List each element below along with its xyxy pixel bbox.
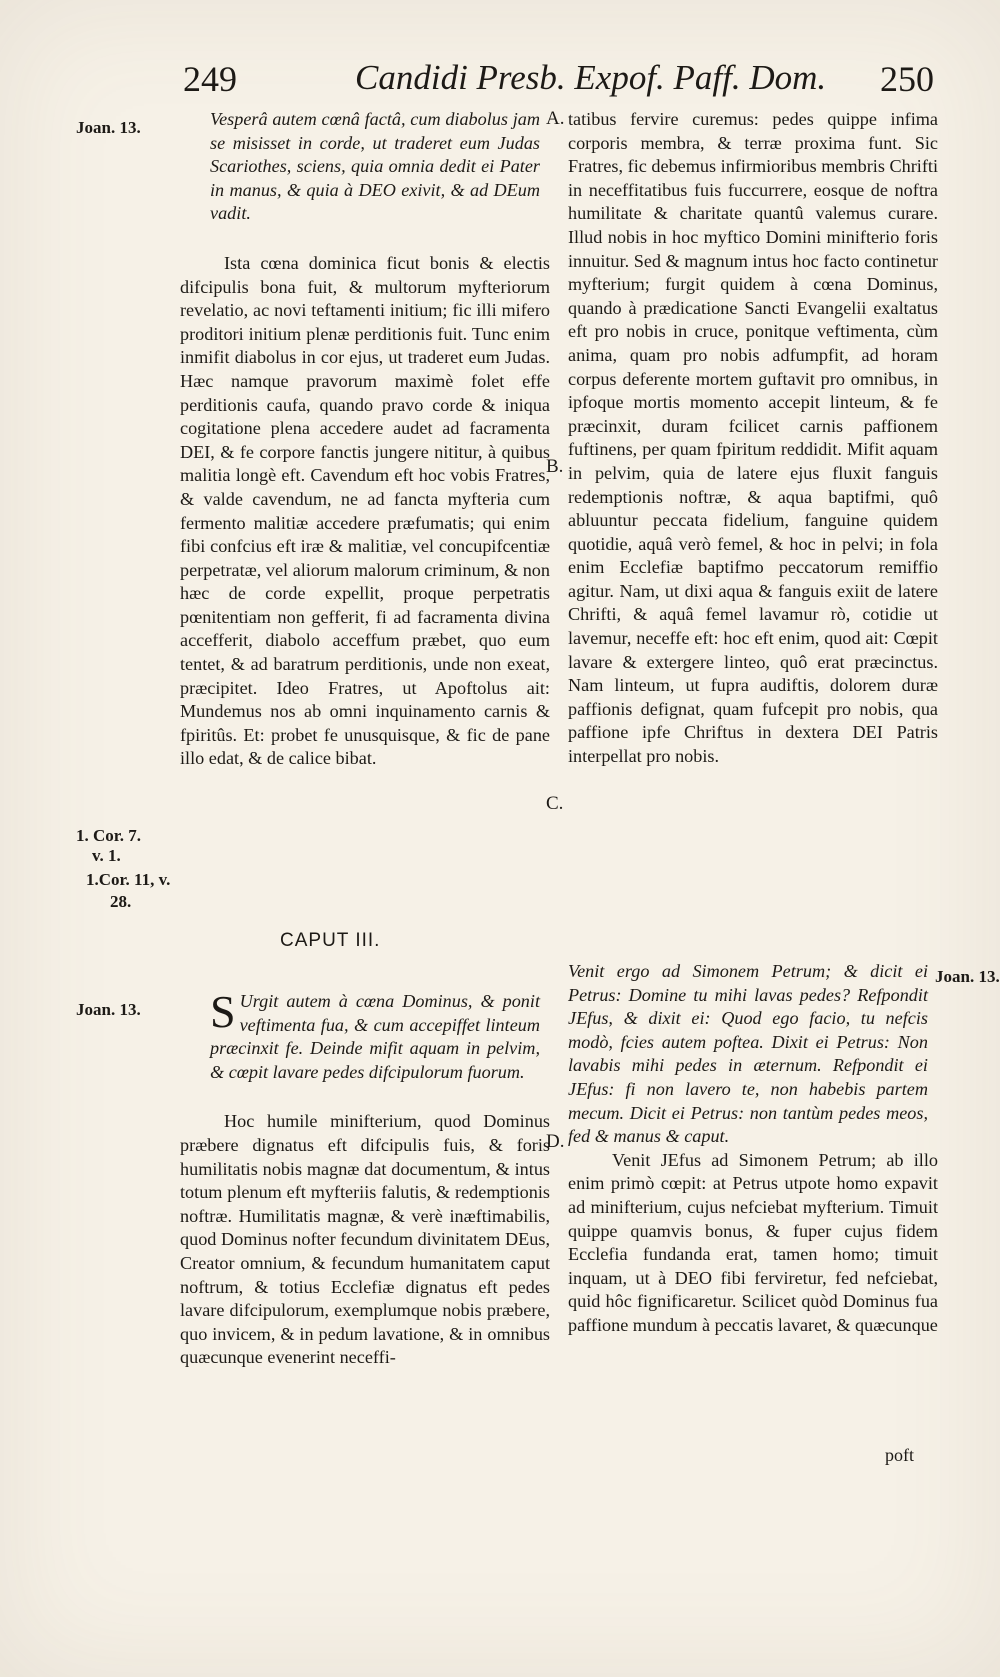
commentary-paragraph: Ista cœna dominica ficut bonis & electis difcipulis bona fuit, & multorum myfteriorum revelatio, ac novi teftamenti initium; fic illi mifero proditori initium plenæ perditionis fuit. Tunc enim inmifit diabolus in cor ejus, ut traderet eum Judas. Hæc namque pravorum maximè folet effe perditionis caufa, quando pravo corde & iniqua cogitatione plena accedere audet ad facramenta DEI, & fe corpore fanctis jungere nititur, à quibus malitia longè eft. Cavendum eft hoc vobis Fratres, & valde cavendum, ne ad fancta myfteria cum fermento malitiæ accedere præfumatis; qui enim fibi confcius eft iræ & malitiæ, vel concupifcentiæ perpetratæ, vel aliorum malorum criminum, & non hæc de corde expellit, proque perpetratis pœnitentiam non gefferit, fi ad facramenta divina accefferit, diabolo acceffum præbet, quo eum tentet, & ad baratrum perditionis, unde non exeat, præcipitet. Ideo Fratres, ut Apoftolus ait: Mundemus nos ab omni inquinamento carnis & fpiritûs. Et: probet fe unusquisque, & fic de pane illo edat, & de calice bibat. <box>180 252 550 769</box>
right-column <box>568 108 938 769</box>
running-title: Candidi Presb. Expof. Paff. Dom. <box>355 58 827 97</box>
page-number-left: 249 <box>183 59 237 99</box>
left-column-lower <box>180 986 550 1370</box>
section-letter-d: D. <box>546 1131 565 1152</box>
margin-ref-cor-verse: v. 1. <box>92 846 121 865</box>
margin-ref-joan13-right: Joan. 13. <box>935 967 1000 986</box>
chapter-heading: CAPUT III. <box>280 930 381 951</box>
commentary-paragraph-4: Venit JEfus ad Simonem Petrum; ab illo enim primò cœpit: at Petrus utpote homo expavit ad minifterium, cujus nefciebat myfterium. Timuit quippe quamvis bonus, & fuper cujus fidem Ecclefia fundanda erat, tamen homo; timuit inquam, ut à DEO fibi ferviretur, fed nefciebat, quid hôc fignificaretur. Scilicet quòd Dominus fua paffione mundum à peccatis lavaret, & quæcunque <box>568 1149 938 1335</box>
drop-capital: S <box>210 986 236 1037</box>
section-letter-c: C. <box>546 793 564 814</box>
margin-ref-cor-2-verse: 28. <box>110 892 132 911</box>
margin-ref-cor-2: 1.Cor. 11, v. <box>86 870 171 889</box>
margin-ref-cor: 1. Cor. 7. <box>76 826 142 845</box>
section-letter-b: B. <box>546 456 564 477</box>
scripture-verse: Vesperâ autem cœnâ factâ, cum diabolus jam se misisset in corde, ut traderet eum Judas Scariothes, sciens, quia omnia dedit ei Pater in manus, & quia à DEO exivit, & ad DEum vadit. <box>210 109 540 224</box>
scripture-verse-2 <box>180 986 550 1084</box>
commentary-paragraph-3: tatibus fervire curemus: pedes quippe infima corporis membra, & terræ proxima funt. Sic Fratres, fic debemus infirmioribus membris Chrifti in neceffitatibus fuis fuccurrere, eosque de noftra humilitate & charitate quantû valemus curare. Illud nobis in hoc myftico Domini minifterio foris innuitur. Sed & magnum intus hoc facto continetur myfterium; furgit quidem à cœna Dominus, quando à prædicatione Sancti Evangelii exaltatus eft pro nobis in cruce, ponitque veftimenta, cùm anima, quam pro nobis adfumpfit, ad horam corpus deferente mortem guftavit pro omnibus, in ipfoque mortis momento accepit linteum, & fe præcinxit, duram fcilicet carnis paffionem fuftinens, per quam fpiritum reddidit. Mifit aquam in pelvim, quia de latere ejus fluxit fanguis redemptionis noftræ, & aqua baptifmi, quô abluuntur peccata fidelium, fanguine quidem quotidie, aquâ verò femel, & hoc in pelvi; in fola enim Ecclefiæ baptifmo peccatorum remiffio agitur. Nam, ut dixi aqua & fanguis exiit de latere Chrifti, & aquâ femel lavamur rò, cotidie ut lavemur, neceffe eft: hoc eft enim, quod ait: Cœpit lavare & extergere linteo, quô erat præcinctus. Nam linteum, ut fupra audiftis, dolorem duræ paffionis defignat, quam fufcepit pro nobis, qua paffione ipfe Chriftus in dextera DEI Patris interpellat pro nobis. <box>568 109 938 767</box>
right-column-lower <box>568 960 938 1338</box>
left-column <box>180 108 550 771</box>
page-number-right: 250 <box>880 59 934 99</box>
margin-ref-joan13: Joan. 13. <box>76 118 141 137</box>
scripture-verse-2-text: Urgit autem à cœna Dominus, & ponit veftimenta fua, & cum accepiffet linteum præcinxit fe. Deinde mifit aquam in pelvim, & cœpit lavare pedes difcipulorum fuorum. <box>210 991 540 1082</box>
section-letter-a: A. <box>546 108 565 129</box>
catchword: poft <box>885 1445 914 1465</box>
scripture-verse-3: Venit ergo ad Simonem Petrum; & dicit ei Petrus: Domine tu mihi lavas pedes? Refpondit JEfus, & dixit ei: Quod ego facio, tu nefcis modò, fcies autem poftea. Dixit ei Petrus: Non lavabis mihi pedes in æternum. Refpondit ei JEfus: fi non lavero te, non habebis partem mecum. Dicit ei Petrus: non tantùm pedes meos, fed & manus & caput. <box>568 961 928 1147</box>
margin-ref-joan13-b: Joan. 13. <box>76 1000 141 1019</box>
commentary-paragraph-2: Hoc humile minifterium, quod Dominus præbere dignatus eft difcipulis fuis, & foris humilitatis nobis magnæ dat documentum, & intus totum plenum eft myfteriis falutis, & redemptionis noftræ. Humilitatis magnæ, & verè inæftimabilis, quod Dominus nofter fecundum divinitatem DEus, Creator omnium, & fecundum humanitatem caput noftrum, & totius Ecclefiæ dignatus eft pedes lavare difcipulorum, exemplumque nobis præbere, quo invicem, & in pedum lavatione, & in omnibus quæcunque evenerint neceffi- <box>180 1111 550 1368</box>
